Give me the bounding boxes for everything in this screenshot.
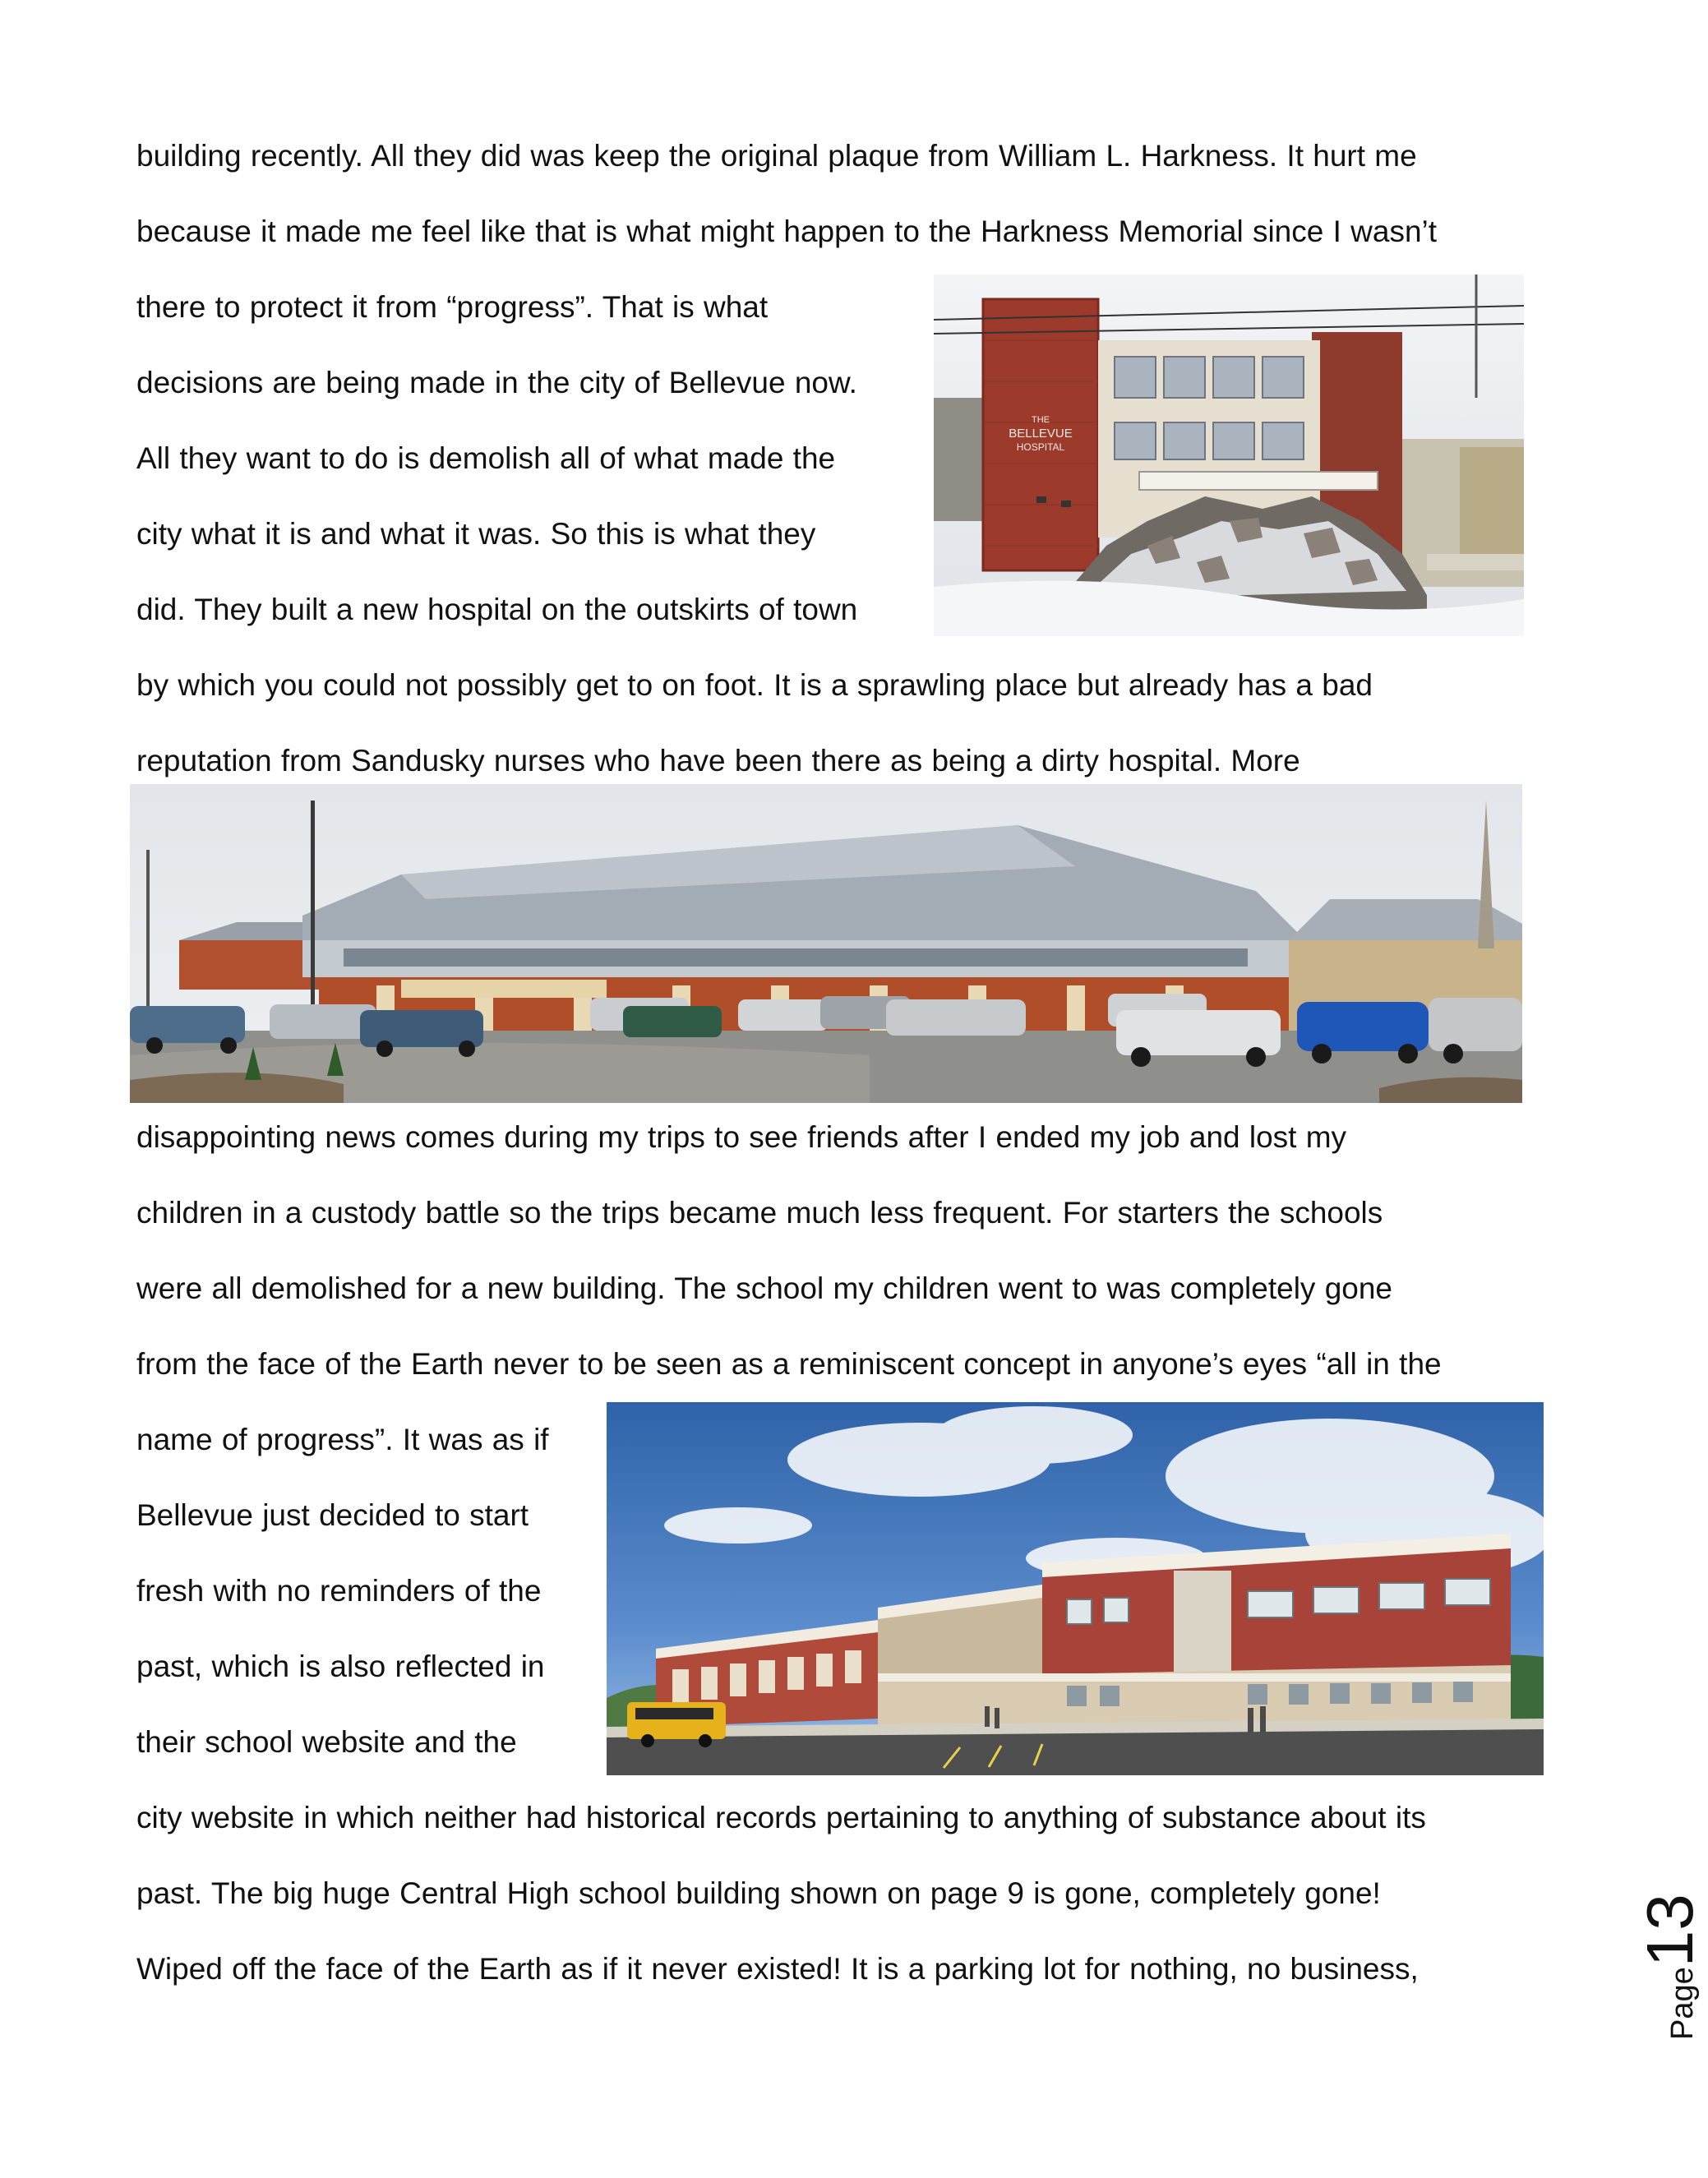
text-line-9: reputation from Sandusky nurses who have been there as being a dirty hospital. More bbox=[136, 744, 1300, 778]
hospital-sign-line1: THE bbox=[1032, 415, 1050, 425]
text-line-5: All they want to do is demolish all of what made the bbox=[136, 441, 836, 475]
text-line-20: past. The big huge Central High school building shown on page 9 is gone, completely gone! bbox=[136, 1876, 1381, 1910]
text-line-19: city website in which neither had historical records pertaining to anything of substance about its bbox=[136, 1801, 1426, 1834]
old-hospital-photo bbox=[934, 275, 1524, 636]
new-school-photo bbox=[607, 1402, 1544, 1775]
hospital-sign-line2: BELLEVUE bbox=[1009, 427, 1073, 441]
text-line-8: by which you could not possibly get to on foot. It is a sprawling place but already has a bad bbox=[136, 668, 1373, 702]
text-line-14: name of progress”. It was as if bbox=[136, 1423, 549, 1456]
text-line-12: were all demolished for a new building. The school my children went to was completely gone bbox=[136, 1271, 1393, 1305]
text-line-7: did. They built a new hospital on the outskirts of town bbox=[136, 593, 858, 626]
hospital-sign-line3: HOSPITAL bbox=[1016, 441, 1065, 453]
text-line-10: disappointing news comes during my trips to see friends after I ended my job and lost my bbox=[136, 1120, 1347, 1154]
text-line-6: city what it is and what it was. So this is what they bbox=[136, 517, 816, 551]
text-line-21: Wiped off the face of the Earth as if it never existed! It is a parking lot for nothing, no business, bbox=[136, 1952, 1419, 1986]
text-line-1: building recently. All they did was keep the original plaque from William L. Harkness. It hurt me bbox=[136, 139, 1417, 173]
text-line-13: from the face of the Earth never to be seen as a reminiscent concept in anyone’s eyes “all in the bbox=[136, 1347, 1442, 1381]
text-line-11: children in a custody battle so the trips became much less frequent. For starters the schools bbox=[136, 1196, 1383, 1230]
text-line-18: their school website and the bbox=[136, 1725, 517, 1759]
text-line-17: past, which is also reflected in bbox=[136, 1650, 545, 1683]
text-line-2: because it made me feel like that is what might happen to the Harkness Memorial since I wasn’t bbox=[136, 215, 1438, 248]
page-number bbox=[1576, 1882, 1706, 2046]
text-line-4: decisions are being made in the city of Bellevue now. bbox=[136, 366, 857, 399]
text-line-16: fresh with no reminders of the bbox=[136, 1574, 542, 1608]
page-number-value: 13 bbox=[1633, 1894, 1706, 1968]
new-hospital-photo bbox=[130, 784, 1522, 1103]
text-line-15: Bellevue just decided to start bbox=[136, 1498, 529, 1532]
text-line-3: there to protect it from “progress”. That is what bbox=[136, 290, 769, 324]
page-label: Page bbox=[1665, 1967, 1700, 2040]
